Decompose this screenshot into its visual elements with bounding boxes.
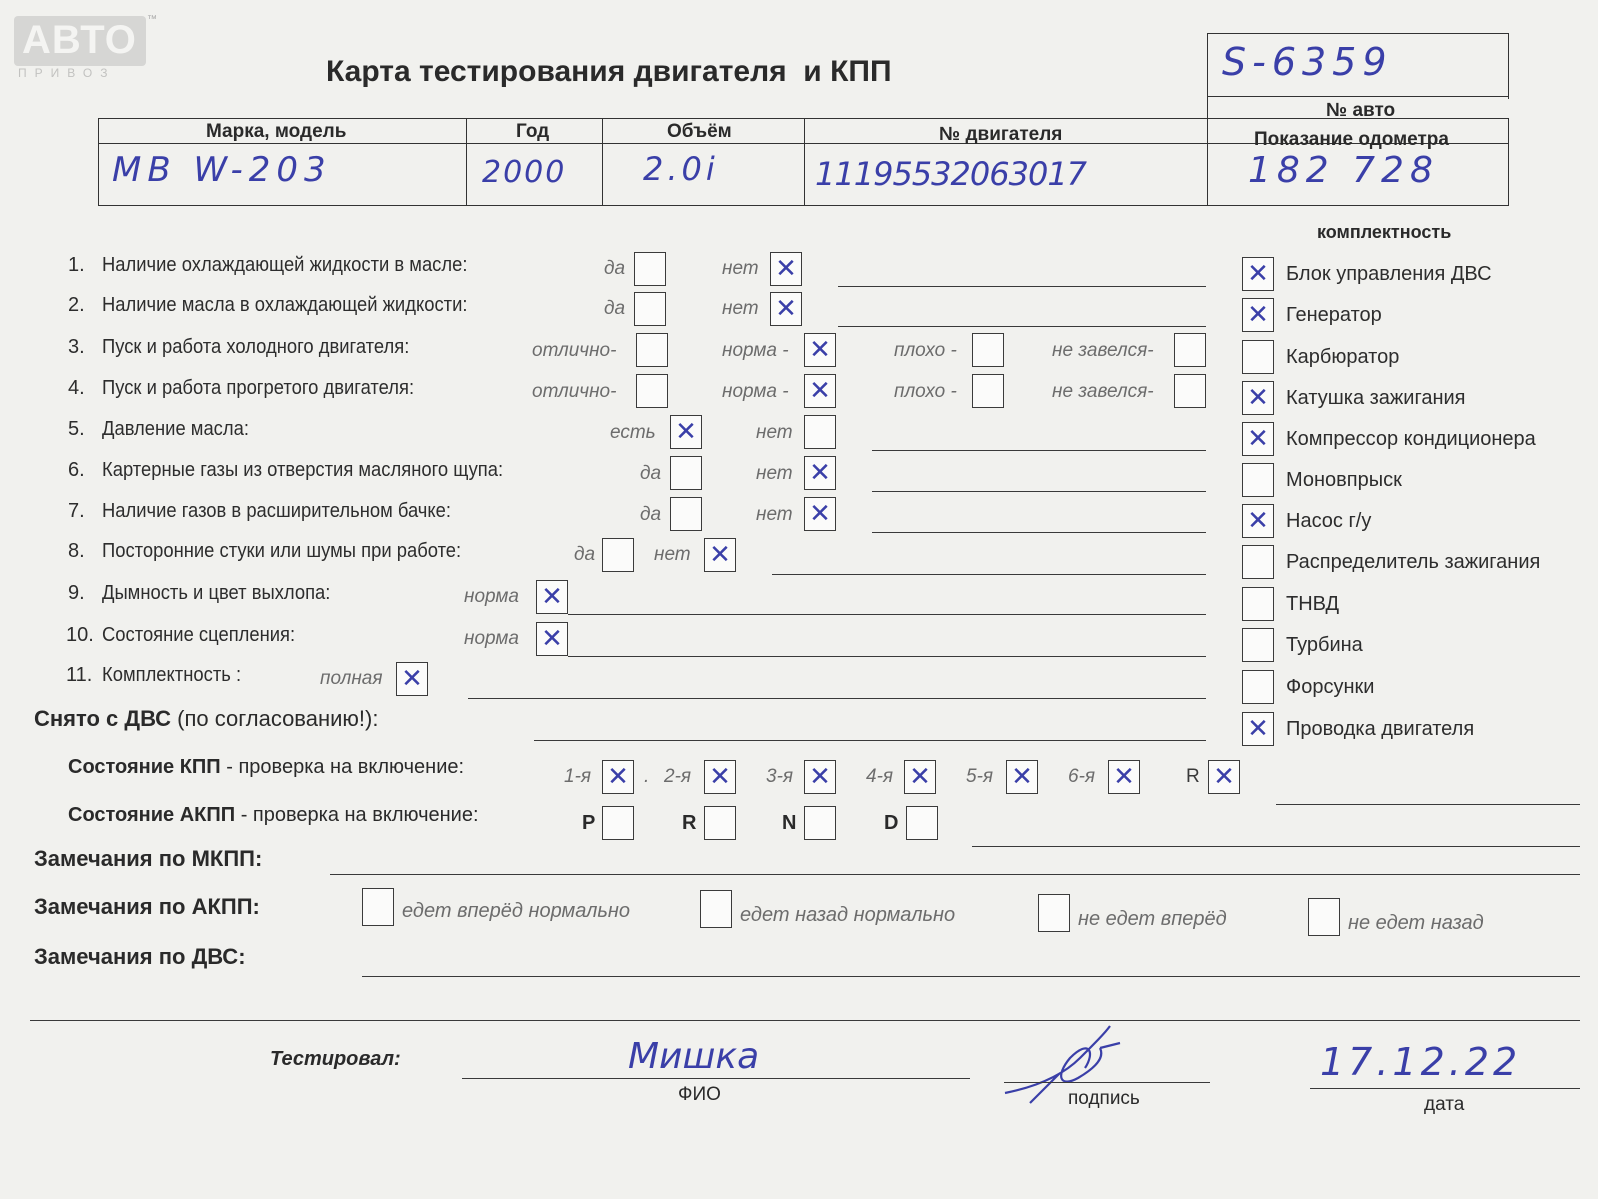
checkbox-q1-yes[interactable] xyxy=(634,252,666,286)
checkbox-akpp-backward-ok[interactable] xyxy=(700,890,732,928)
auto-number-value: S-6359 xyxy=(1222,40,1393,84)
logo-subtitle: ПРИВОЗ xyxy=(18,66,116,80)
check-mark: ✕ xyxy=(809,762,831,792)
mode-label: N xyxy=(782,812,797,834)
checkbox-mode-d[interactable] xyxy=(906,806,938,840)
akpp-option-label: едет назад нормально xyxy=(740,904,956,926)
checkbox-q6-no[interactable] xyxy=(804,456,836,490)
checkbox-gear-r[interactable] xyxy=(1208,760,1240,794)
option-no-label: нет xyxy=(722,298,759,319)
akpp-suffix: - проверка на включение: xyxy=(240,804,479,826)
check-mark: ✕ xyxy=(775,294,797,324)
akpp-option-label: не едет назад xyxy=(1348,912,1484,934)
logo-tm: ™ xyxy=(147,14,157,25)
check-mark: ✕ xyxy=(709,762,731,792)
checkbox-q2-yes[interactable] xyxy=(634,292,666,326)
checkbox-q4-nostart[interactable] xyxy=(1174,374,1206,408)
col-divider xyxy=(804,118,805,206)
question-number: 6. xyxy=(68,459,85,481)
answer-line xyxy=(838,326,1206,327)
gear-label: 3-я xyxy=(766,766,794,787)
option-no-label: нет xyxy=(756,463,793,484)
checkbox-q3-normal[interactable] xyxy=(804,333,836,367)
gear-dot: . xyxy=(644,766,650,787)
checkbox-q7-yes[interactable] xyxy=(670,497,702,531)
date-line xyxy=(1310,1088,1580,1089)
logo-text: АВТО xyxy=(22,18,137,62)
page-title: Карта тестирования двигателя и КПП xyxy=(326,55,892,88)
checkbox-akpp-forward-ok[interactable] xyxy=(362,888,394,926)
mode-label: D xyxy=(884,812,899,834)
check-mark: ✕ xyxy=(1011,762,1033,792)
question-text: Наличие охлаждающей жидкости в масле: xyxy=(102,254,468,276)
question-text: Наличие газов в расширительном бачке: xyxy=(102,500,451,522)
option-yes-label: да xyxy=(640,463,662,484)
checkbox-ps-pump[interactable] xyxy=(1242,504,1274,538)
checkbox-q5-no[interactable] xyxy=(804,415,836,449)
option-yes-label: да xyxy=(604,258,626,279)
answer-line xyxy=(362,976,1580,977)
col-header-model: Марка, модель xyxy=(206,121,347,142)
akpp-row xyxy=(68,804,479,827)
question-text: Давление масла: xyxy=(102,418,249,440)
check-mark: ✕ xyxy=(401,664,423,694)
checkbox-q11-full[interactable] xyxy=(396,662,428,696)
question-number: 2. xyxy=(68,294,85,316)
option-excellent-label: отлично- xyxy=(532,381,617,402)
checkbox-gear-1[interactable] xyxy=(602,760,634,794)
mode-label: P xyxy=(582,812,596,834)
gear-label: 6-я xyxy=(1068,766,1096,787)
check-mark: ✕ xyxy=(775,254,797,284)
completeness-wiring: Проводка двигателя xyxy=(1286,718,1475,740)
sign-line xyxy=(1004,1082,1210,1083)
notes-akpp-label: Замечания по АКПП: xyxy=(34,894,260,919)
question-text: Пуск и работа прогретого двигателя: xyxy=(102,377,415,399)
checkbox-carburetor[interactable] xyxy=(1242,340,1274,374)
completeness-carburetor: Карбюратор xyxy=(1286,346,1400,368)
value-engine-no: 11195532063017 xyxy=(815,155,1087,193)
option-excellent-label: отлично- xyxy=(532,340,617,361)
notes-mkpp-label: Замечания по МКПП: xyxy=(34,846,263,871)
value-volume: 2.0i xyxy=(643,150,719,188)
checkbox-gear-6[interactable] xyxy=(1108,760,1140,794)
checkbox-gear-2[interactable] xyxy=(704,760,736,794)
checkbox-q4-excellent[interactable] xyxy=(636,374,668,408)
mode-label: R xyxy=(682,812,697,834)
checkbox-monoinjection[interactable] xyxy=(1242,463,1274,497)
question-text: Картерные газы из отверстия масляного щупа: xyxy=(102,459,504,481)
question-number: 3. xyxy=(68,336,85,358)
question-number: 4. xyxy=(68,377,85,399)
completeness-ecu: Блок управления ДВС xyxy=(1286,263,1492,285)
col-header-year: Год xyxy=(516,121,550,142)
option-nostart-label: не завелся- xyxy=(1052,381,1154,402)
option-nostart-label: не завелся- xyxy=(1052,340,1154,361)
check-mark: ✕ xyxy=(607,762,629,792)
checkbox-q10-normal[interactable] xyxy=(536,622,568,656)
checkbox-q8-no[interactable] xyxy=(704,538,736,572)
checkbox-akpp-no-forward[interactable] xyxy=(1038,894,1070,932)
option-no-label: нет xyxy=(756,504,793,525)
question-text: Комплектность : xyxy=(102,664,242,686)
tested-name-value: Мишка xyxy=(628,1036,760,1077)
checkbox-injection-pump[interactable] xyxy=(1242,587,1274,621)
completeness-turbine: Турбина xyxy=(1286,634,1363,656)
option-full-label: полная xyxy=(320,668,383,689)
checkbox-mode-p[interactable] xyxy=(602,806,634,840)
question-number: 8. xyxy=(68,540,85,562)
completeness-injection-pump: ТНВД xyxy=(1286,593,1340,615)
option-normal-label: норма xyxy=(464,586,519,607)
option-yes-label: да xyxy=(604,298,626,319)
notes-dvs-label: Замечания по ДВС: xyxy=(34,944,246,969)
col-header-engine-no: № двигателя xyxy=(939,124,1063,145)
question-text: Наличие масла в охлаждающей жидкости: xyxy=(102,294,468,316)
check-mark: ✕ xyxy=(1213,762,1235,792)
checkbox-turbine[interactable] xyxy=(1242,628,1274,662)
answer-line xyxy=(534,740,1206,741)
removed-label: Снято с ДВС xyxy=(34,706,172,731)
col-divider xyxy=(602,118,603,206)
question-text: Дымность и цвет выхлопа: xyxy=(102,582,331,604)
answer-line xyxy=(30,1020,1580,1021)
sign-label: подпись xyxy=(1068,1088,1140,1109)
gear-label: R xyxy=(1186,766,1200,787)
value-model: MB W-203 xyxy=(112,150,332,190)
checkbox-ecu[interactable] xyxy=(1242,257,1274,291)
value-odometer: 182 728 xyxy=(1248,150,1439,191)
completeness-generator: Генератор xyxy=(1286,304,1382,326)
question-text: Состояние сцепления: xyxy=(102,624,296,646)
option-normal-label: норма xyxy=(464,628,519,649)
checkbox-ac-compressor[interactable] xyxy=(1242,422,1274,456)
checkbox-gear-3[interactable] xyxy=(804,760,836,794)
gear-label: 2-я xyxy=(664,766,692,787)
kpp-suffix: - проверка на включение: xyxy=(226,756,465,778)
checkbox-mode-n[interactable] xyxy=(804,806,836,840)
option-normal-label: норма - xyxy=(722,340,789,361)
question-number: 5. xyxy=(68,418,85,440)
tested-label: Тестировал: xyxy=(270,1048,401,1070)
name-label: ФИО xyxy=(678,1084,721,1105)
question-number: 11. xyxy=(66,664,93,686)
check-mark: ✕ xyxy=(809,458,831,488)
gear-label: 1-я xyxy=(564,766,592,787)
col-header-odometer: Показание одометра xyxy=(1254,129,1449,150)
option-present-label: есть xyxy=(610,422,656,443)
option-bad-label: плохо - xyxy=(894,340,957,361)
completeness-monoinjection: Моновпрыск xyxy=(1286,469,1402,491)
checkbox-q8-yes[interactable] xyxy=(602,538,634,572)
checkbox-ignition-coil[interactable] xyxy=(1242,381,1274,415)
checkbox-q3-nostart[interactable] xyxy=(1174,333,1206,367)
checkbox-q7-no[interactable] xyxy=(804,497,836,531)
col-divider xyxy=(1207,96,1509,97)
question-number: 9. xyxy=(68,582,85,604)
name-line xyxy=(462,1078,970,1079)
completeness-ps-pump: Насос г/у xyxy=(1286,510,1372,532)
check-mark: ✕ xyxy=(1247,424,1269,454)
col-header-volume: Объём xyxy=(667,121,732,142)
check-mark: ✕ xyxy=(809,499,831,529)
col-divider xyxy=(466,118,467,206)
checkbox-q9-normal[interactable] xyxy=(536,580,568,614)
option-yes-label: да xyxy=(640,504,662,525)
question-text: Пуск и работа холодного двигателя: xyxy=(102,336,410,358)
checkbox-q4-bad[interactable] xyxy=(972,374,1004,408)
answer-line xyxy=(568,614,1206,615)
akpp-option-label: едет вперёд нормально xyxy=(402,900,631,922)
kpp-label: Состояние КПП xyxy=(68,756,221,778)
check-mark: ✕ xyxy=(675,417,697,447)
checkbox-q3-bad[interactable] xyxy=(972,333,1004,367)
completeness-ignition-coil: Катушка зажигания xyxy=(1286,387,1466,409)
completeness-injectors: Форсунки xyxy=(1286,676,1375,698)
check-mark: ✕ xyxy=(709,540,731,570)
checkbox-akpp-no-backward[interactable] xyxy=(1308,898,1340,936)
kpp-row xyxy=(68,756,464,779)
akpp-label: Состояние АКПП xyxy=(68,804,236,826)
checkbox-q4-normal[interactable] xyxy=(804,374,836,408)
checkbox-injectors[interactable] xyxy=(1242,670,1274,704)
answer-line xyxy=(772,574,1206,575)
answer-line xyxy=(568,656,1206,657)
answer-line xyxy=(872,532,1206,533)
answer-line xyxy=(872,450,1206,451)
checkbox-mode-r[interactable] xyxy=(704,806,736,840)
completeness-ac-compressor: Компрессор кондиционера xyxy=(1286,428,1536,450)
checkbox-gear-5[interactable] xyxy=(1006,760,1038,794)
check-mark: ✕ xyxy=(1247,506,1269,536)
checkbox-q5-present[interactable] xyxy=(670,415,702,449)
option-normal-label: норма - xyxy=(722,381,789,402)
question-number: 7. xyxy=(68,500,85,522)
answer-line xyxy=(468,698,1206,699)
akpp-option-label: не едет вперёд xyxy=(1078,908,1227,930)
check-mark: ✕ xyxy=(809,376,831,406)
answer-line xyxy=(1276,804,1580,805)
option-no-label: нет xyxy=(756,422,793,443)
checkbox-q2-no[interactable] xyxy=(770,292,802,326)
col-divider xyxy=(1207,96,1208,206)
checkbox-distributor[interactable] xyxy=(1242,545,1274,579)
checkbox-generator[interactable] xyxy=(1242,298,1274,332)
check-mark: ✕ xyxy=(1247,714,1269,744)
check-mark: ✕ xyxy=(1247,259,1269,289)
check-mark: ✕ xyxy=(541,624,563,654)
gear-label: 4-я xyxy=(866,766,894,787)
checkbox-q3-excellent[interactable] xyxy=(636,333,668,367)
checkbox-wiring[interactable] xyxy=(1242,712,1274,746)
answer-line xyxy=(838,286,1206,287)
check-mark: ✕ xyxy=(909,762,931,792)
logo xyxy=(14,14,157,66)
option-bad-label: плохо - xyxy=(894,381,957,402)
option-yes-label: да xyxy=(574,544,596,565)
removed-row xyxy=(34,706,378,732)
answer-line xyxy=(872,491,1206,492)
check-mark: ✕ xyxy=(809,335,831,365)
date-label: дата xyxy=(1424,1094,1465,1115)
auto-number-label: № авто xyxy=(1326,100,1396,121)
check-mark: ✕ xyxy=(541,582,563,612)
check-mark: ✕ xyxy=(1247,300,1269,330)
question-number: 1. xyxy=(68,254,85,276)
check-mark: ✕ xyxy=(1247,383,1269,413)
option-no-label: нет xyxy=(654,544,691,565)
check-mark: ✕ xyxy=(1113,762,1135,792)
option-no-label: нет xyxy=(722,258,759,279)
removed-note: (по согласованию!): xyxy=(177,706,379,731)
completeness-title: комплектность xyxy=(1317,222,1452,242)
date-value: 17.12.22 xyxy=(1320,1040,1522,1084)
completeness-distributor: Распределитель зажигания xyxy=(1286,551,1541,573)
answer-line xyxy=(972,846,1580,847)
checkbox-q1-no[interactable] xyxy=(770,252,802,286)
gear-label: 5-я xyxy=(966,766,994,787)
value-year: 2000 xyxy=(482,155,567,190)
answer-line xyxy=(330,874,1580,875)
question-number: 10. xyxy=(66,624,94,646)
checkbox-gear-4[interactable] xyxy=(904,760,936,794)
question-text: Посторонние стуки или шумы при работе: xyxy=(102,540,462,562)
checkbox-q6-yes[interactable] xyxy=(670,456,702,490)
